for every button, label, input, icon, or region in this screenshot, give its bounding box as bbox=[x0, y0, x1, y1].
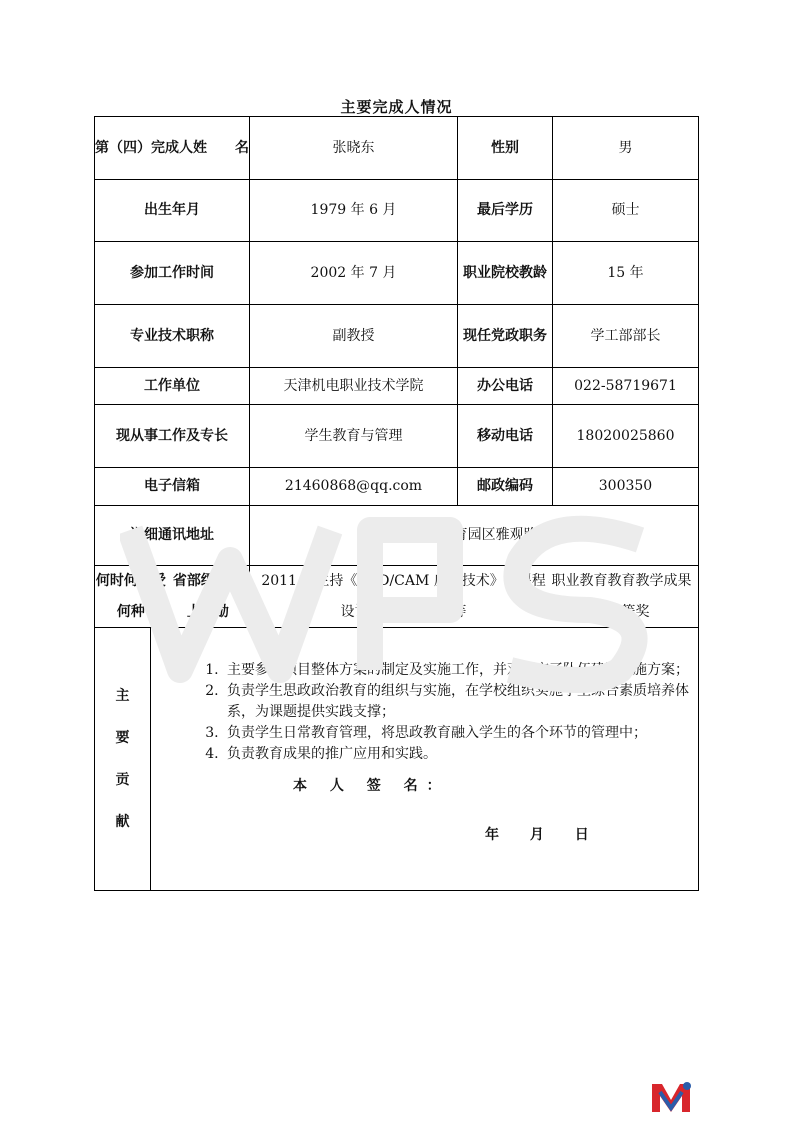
post-label: 现任党政 职务 bbox=[457, 304, 553, 368]
work-start-label: 参加工作 时间 bbox=[94, 241, 250, 305]
email-value: 21460868@qq.com bbox=[249, 467, 458, 506]
contribution-char: 主 bbox=[115, 688, 130, 704]
address-value: 天津市海河教育园区雅观路 19 号 bbox=[249, 505, 699, 566]
birth-label: 出生年月 bbox=[94, 179, 250, 242]
contribution-list bbox=[193, 660, 690, 765]
gender-label: 性别 bbox=[457, 116, 553, 180]
signature-label: 本 人 签 名： bbox=[293, 778, 450, 794]
list-item: 4. 负责教育成果的推广应用和实践。 bbox=[223, 744, 690, 765]
contribution-char: 献 bbox=[115, 814, 130, 830]
contribution-label bbox=[94, 627, 151, 891]
teach-age-label: 职业院校 教龄 bbox=[457, 241, 553, 305]
post-value: 学工部部长 bbox=[552, 304, 699, 368]
personnel-table bbox=[94, 116, 699, 891]
title-rank-label: 专业技术 职称 bbox=[94, 304, 250, 368]
teach-age-value: 15 年 bbox=[552, 241, 699, 305]
address-label: 详细通讯地址 bbox=[94, 505, 250, 566]
specialty-label: 现从事工作 及专长 bbox=[94, 404, 250, 468]
list-item: 2. 负责学生思政政治教育的组织与实施，在学校组织实施学生综合素质培养体系，为课题提供实践支撑； bbox=[223, 681, 690, 723]
name-label: 第（四）完成人 姓 名 bbox=[94, 116, 250, 180]
brand-logo-icon bbox=[650, 1080, 692, 1114]
title-rank-value: 副教授 bbox=[249, 304, 458, 368]
employer-value: 天津机电职业技术学院 bbox=[249, 367, 458, 405]
specialty-value: 学生教育与管理 bbox=[249, 404, 458, 468]
email-label: 电子信箱 bbox=[94, 467, 250, 506]
work-start-value: 2002 年 7 月 bbox=[249, 241, 458, 305]
office-tel-value: 022-58719671 bbox=[552, 367, 699, 405]
birth-value: 1979 年 6 月 bbox=[249, 179, 458, 242]
postcode-value: 300350 bbox=[552, 467, 699, 506]
list-item: 1. 主要参与项目整体方案的制定及实施工作，并对制定了队伍建设实施方案； bbox=[223, 660, 690, 681]
awards-value: 2011 年主持《CAD/CAM 应用技术》获课程设计类全国机械高等 职业教育教育教学成果奖三等奖 bbox=[249, 565, 699, 628]
awards-label: 何时何地受何种 省部级及以上奖励 bbox=[94, 565, 250, 628]
name-value: 张晓东 bbox=[249, 116, 458, 180]
mobile-value: 18020025860 bbox=[552, 404, 699, 468]
employer-label: 工作单位 bbox=[94, 367, 250, 405]
education-label: 最后 学历 bbox=[457, 179, 553, 242]
education-value: 硕士 bbox=[552, 179, 699, 242]
mobile-label: 移动电话 bbox=[457, 404, 553, 468]
contribution-char: 要 bbox=[115, 730, 130, 746]
gender-value: 男 bbox=[552, 116, 699, 180]
date-label: 年 月 日 bbox=[485, 827, 589, 843]
postcode-label: 邮政编码 bbox=[457, 467, 553, 506]
page-title: 主要完成人情况 bbox=[340, 98, 453, 116]
list-item: 3. 负责学生日常教育管理，将思政教育融入学生的各个环节的管理中； bbox=[223, 723, 690, 744]
office-tel-label: 办公电话 bbox=[457, 367, 553, 405]
contribution-char: 贡 bbox=[115, 772, 130, 788]
contribution-content bbox=[150, 627, 699, 891]
